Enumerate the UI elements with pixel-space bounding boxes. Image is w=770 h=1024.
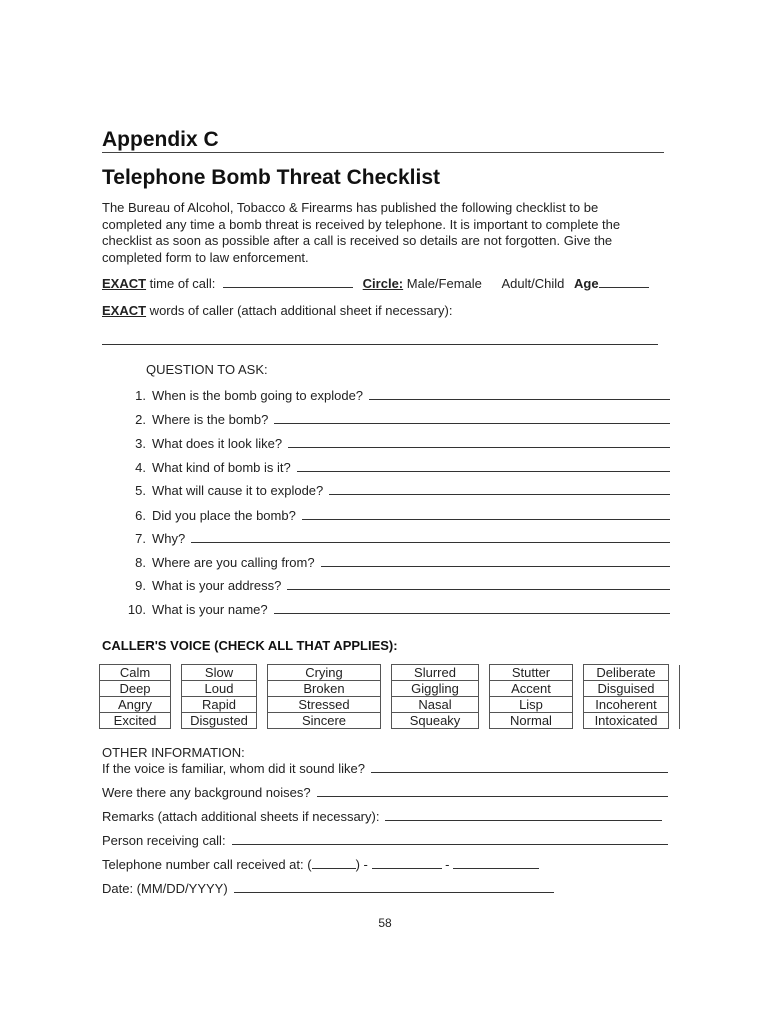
voice-option[interactable]: Crying xyxy=(268,665,381,681)
phone-paren-open: ( xyxy=(307,857,312,872)
voice-option[interactable]: Deep xyxy=(100,681,171,697)
question-text: Where is the bomb? xyxy=(152,412,269,427)
question-text: When is the bomb going to explode? xyxy=(152,388,364,403)
time-field[interactable] xyxy=(223,286,353,288)
answer-field[interactable] xyxy=(287,589,670,590)
question-row xyxy=(110,555,670,570)
answer-field[interactable] xyxy=(191,542,670,543)
voice-checklist-table xyxy=(99,664,680,729)
voice-option[interactable]: Stressed xyxy=(268,697,381,713)
voice-option[interactable]: Deliberate xyxy=(584,665,669,681)
question-row xyxy=(110,508,670,523)
date-field[interactable] xyxy=(234,892,554,893)
voice-section-title: CALLER'S VOICE (CHECK ALL THAT APPLIES): xyxy=(102,638,398,653)
receiver-field[interactable] xyxy=(232,844,668,845)
exact-label: EXACT xyxy=(102,276,147,291)
phone-label: Telephone number call received at: xyxy=(102,857,304,872)
answer-field[interactable] xyxy=(329,494,670,495)
voice-option[interactable]: Nasal xyxy=(392,697,479,713)
voice-option[interactable]: Slurred xyxy=(392,665,479,681)
intro-paragraph: The Bureau of Alcohol, Tobacco & Firearms has published the following checklist to be completed any time a bomb threat is received by telephone. It is important to complete the checklist as soon as possible after a call is received so details are not forgotten. Give the completed form to law enforcement. xyxy=(102,200,621,265)
question-number: 6. xyxy=(135,508,146,523)
question-text: What kind of bomb is it? xyxy=(152,460,291,475)
age-field[interactable] xyxy=(599,286,649,288)
voice-option[interactable]: Disgusted xyxy=(182,713,257,729)
receiver-label: Person receiving call: xyxy=(102,833,226,848)
answer-field[interactable] xyxy=(274,423,670,424)
voice-option[interactable]: Squeaky xyxy=(392,713,479,729)
answer-field[interactable] xyxy=(297,471,670,472)
other-info-heading: OTHER INFORMATION: xyxy=(102,745,245,760)
voice-option[interactable]: Slow xyxy=(182,665,257,681)
voice-option[interactable]: Angry xyxy=(100,697,171,713)
question-text: Why? xyxy=(152,531,186,546)
voice-option[interactable]: Intoxicated xyxy=(584,713,669,729)
voice-option[interactable]: Broken xyxy=(268,681,381,697)
question-row xyxy=(110,388,670,403)
voice-option[interactable]: Excited xyxy=(100,713,171,729)
heading-rule xyxy=(102,152,664,153)
question-text: What does it look like? xyxy=(152,436,283,451)
familiar-voice-field[interactable] xyxy=(371,772,668,773)
question-text: Did you place the bomb? xyxy=(152,508,296,523)
phone-paren-close: ) - xyxy=(355,857,368,872)
remarks-field[interactable] xyxy=(385,820,662,821)
adult-child-option[interactable]: Adult/Child xyxy=(501,276,565,291)
phone-dash: - xyxy=(445,857,450,872)
phone-prefix-field[interactable] xyxy=(372,867,442,869)
questions-heading: QUESTION TO ASK: xyxy=(146,362,268,377)
date-label: Date: (MM/DD/YYYY) xyxy=(102,881,228,896)
exact-label: EXACT xyxy=(102,303,147,318)
remarks-label: Remarks (attach additional sheets if necessary): xyxy=(102,809,380,824)
question-number: 5. xyxy=(135,483,146,498)
background-noise-label: Were there any background noises? xyxy=(102,785,311,800)
answer-field[interactable] xyxy=(288,447,670,448)
question-row xyxy=(110,602,670,617)
phone-line-field[interactable] xyxy=(453,867,539,869)
voice-option[interactable]: Normal xyxy=(490,713,573,729)
appendix-heading: Appendix C xyxy=(102,128,219,151)
answer-field[interactable] xyxy=(369,399,670,400)
voice-option[interactable]: Calm xyxy=(100,665,171,681)
phone-number-row xyxy=(102,857,539,872)
date-row xyxy=(102,881,554,896)
answer-field[interactable] xyxy=(274,613,670,614)
background-noise-row xyxy=(102,785,668,800)
question-number: 8. xyxy=(135,555,146,570)
call-time-row xyxy=(102,276,649,291)
words-label: words of caller (attach additional sheet if necessary): xyxy=(146,303,453,318)
gender-option[interactable]: Male/Female xyxy=(403,276,482,291)
area-code-field[interactable] xyxy=(312,867,356,869)
circle-label: Circle: xyxy=(362,276,404,291)
question-row xyxy=(110,578,670,593)
familiar-voice-row xyxy=(102,761,668,776)
caller-words-row xyxy=(102,303,452,318)
page-title: Telephone Bomb Threat Checklist xyxy=(102,166,440,189)
caller-words-field[interactable] xyxy=(102,344,658,345)
voice-option[interactable]: Loud xyxy=(182,681,257,697)
question-text: What is your address? xyxy=(152,578,282,593)
answer-field[interactable] xyxy=(321,566,670,567)
question-row xyxy=(110,460,670,475)
receiver-row xyxy=(102,833,668,848)
question-row xyxy=(110,483,670,498)
voice-option[interactable]: Incoherent xyxy=(584,697,669,713)
answer-field[interactable] xyxy=(302,519,670,520)
background-noise-field[interactable] xyxy=(317,796,668,797)
voice-option[interactable]: Disguised xyxy=(584,681,669,697)
voice-option[interactable]: Accent xyxy=(490,681,573,697)
question-number: 4. xyxy=(135,460,146,475)
voice-option[interactable]: Stutter xyxy=(490,665,573,681)
question-number: 9. xyxy=(135,578,146,593)
familiar-voice-label: If the voice is familiar, whom did it sound like? xyxy=(102,761,366,776)
voice-option[interactable]: Sincere xyxy=(268,713,381,729)
voice-option[interactable]: Giggling xyxy=(392,681,479,697)
question-number: 7. xyxy=(135,531,146,546)
question-text: What is your name? xyxy=(152,602,268,617)
question-row xyxy=(110,531,670,546)
question-row xyxy=(110,412,670,427)
question-number: 2. xyxy=(135,412,146,427)
time-label: time of call: xyxy=(146,276,216,291)
question-number: 3. xyxy=(135,436,146,451)
question-row xyxy=(110,436,670,451)
question-number: 10. xyxy=(127,602,146,617)
question-text: Where are you calling from? xyxy=(152,555,315,570)
question-text: What will cause it to explode? xyxy=(152,483,324,498)
remarks-row xyxy=(102,809,662,824)
question-number: 1. xyxy=(135,388,146,403)
page-number: 58 xyxy=(378,916,392,930)
voice-option[interactable]: Rapid xyxy=(182,697,257,713)
age-label: Age xyxy=(574,276,599,291)
voice-option[interactable]: Lisp xyxy=(490,697,573,713)
